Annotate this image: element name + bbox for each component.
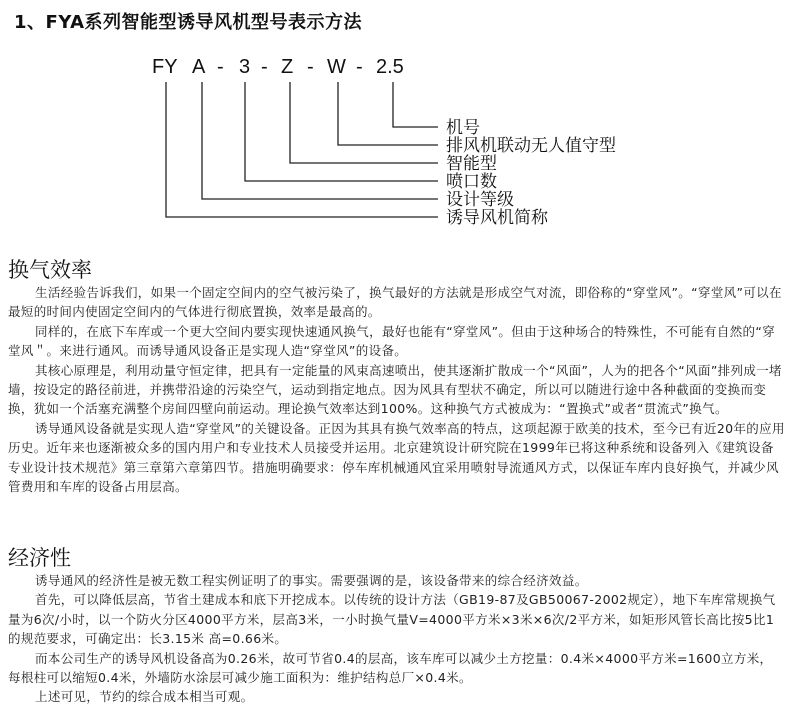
label-nozzle-count: 喷口数 [446, 172, 497, 192]
code-part-fy: FY [152, 56, 178, 78]
paragraph: 上述可见，节约的综合成本相当可观。 [35, 689, 254, 705]
code-part-z: Z [281, 56, 294, 78]
model-bracket-lines [0, 0, 793, 240]
section-body-economy [8, 571, 785, 707]
code-dash: - [217, 56, 224, 78]
section-heading-economy: 经济性 [8, 546, 71, 570]
code-part-a: A [192, 56, 206, 78]
paragraph: 其核心原理是，利用动量守恒定律，把具有一定能量的风束高速喷出，使其逐渐扩散成一个“风面”，人为的把各个“风面”排列成一堵墙，按设定的路径前进，并携带沿途的污染空气，运动到指定地点。因为风具有型状不确定，所以可以随进行途中各种截面的变换而变换，犹如一个活塞充满整个房间四壁向前运动。理论换气效率达到100%。这种换气方式被成为：“置换式”或者“贯流式”换气。 [8, 362, 782, 417]
paragraph: 同样的，在底下车库或一个更大空间内要实现快速通风换气，最好也能有“穿堂风”。但由于这种场合的特殊性，不可能有自然的“穿堂风＂。来进行通风。而诱导通风设备正是实现人造“穿堂风”的设备。 [8, 323, 776, 359]
page-title: 1、FYA系列智能型诱导风机型号表示方法 [14, 12, 363, 33]
label-machine-number: 机号 [446, 118, 480, 138]
paragraph: 诱导通风的经济性是被无数工程实例证明了的事实。需要强调的是，该设备带来的综合经济效益。 [35, 573, 588, 588]
paragraph: 首先，可以降低层高，节省土建成本和底下开挖成本。以传统的设计方法（GB19-87及GB50067-2002规定），地下车库常规换气量为6次/小时，以一个防火分区4000平方米，层高3米，一小时换气量V=4000平方米×3米×6次/2平方米，如矩形风管长高比按5比1的规范要求，可确定出：长3.15米 高=0.66米。 [8, 592, 776, 647]
code-part-w: W [327, 56, 346, 78]
paragraph: 生活经验告诉我们，如果一个固定空间内的空气被污染了，换气最好的方法就是形成空气对流，即俗称的“穿堂风”。“穿堂风”可以在最短的时间内使固定空间内的气体进行彻底置换，效率是最高的。 [8, 285, 782, 320]
section-body-efficiency [8, 283, 785, 496]
code-dash: - [356, 56, 363, 78]
label-fan-abbreviation: 诱导风机简称 [446, 208, 548, 228]
code-part-3: 3 [239, 56, 251, 78]
label-unattended-type: 排风机联动无人值守型 [446, 136, 616, 156]
section-heading-efficiency: 换气效率 [8, 258, 92, 282]
paragraph: 而本公司生产的诱导风机设备高为0.26米，故可节省0.4的层高，该车库可以减少土方挖量：0.4米×4000平方米=1600立方米，每根柱可以缩短0.4米，外墙防水涂层可减少施工面积为：维护结构总厂×0.4米。 [8, 650, 773, 686]
label-smart-type: 智能型 [446, 154, 497, 174]
code-dash: - [307, 56, 314, 78]
code-dash: - [261, 56, 268, 78]
paragraph: 诱导通风设备就是实现人造“穿堂风”的关键设备。正因为其具有换气效率高的特点，这项起源于欧美的技术，至今已有近20年的应用历史。近年来也逐渐被众多的国内用户和专业技术人员接受并运用。北京建筑设计研究院在1999年已将这种系统和设备列入《建筑设备专业设计技术规范》第三章第六章第四节。措施明确要求：停车库机械通风宜采用喷射导流通风方式，以保证车库内良好换气，并减少风管费用和车库的设备占用层高。 [8, 420, 785, 495]
label-design-grade: 设计等级 [446, 190, 514, 210]
code-part-2-5: 2.5 [376, 56, 404, 78]
